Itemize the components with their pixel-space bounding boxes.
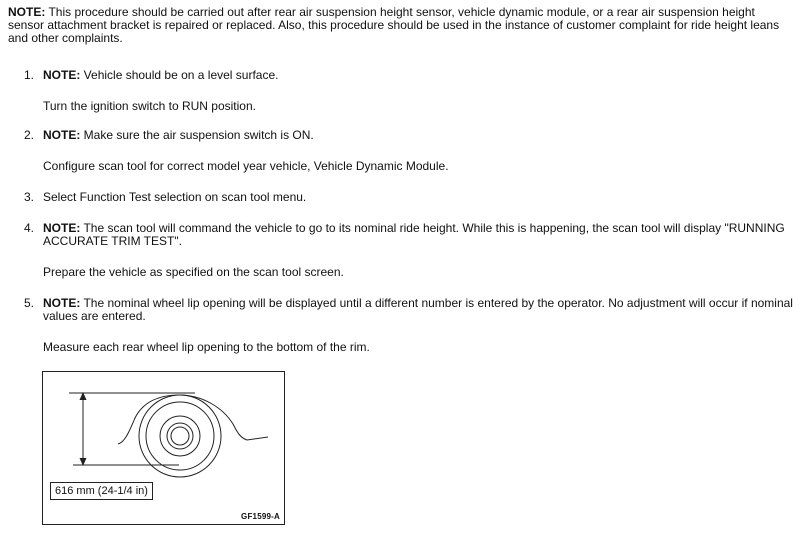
step-number: 3. bbox=[24, 190, 35, 204]
step-instruction: Measure each rear wheel lip opening to the bottom of the rim. bbox=[43, 340, 370, 354]
step-note-text: The nominal wheel lip opening will be displayed until a different number is entered by the operator. No adjustment will occur if nominal values are entered. bbox=[43, 296, 793, 323]
step-note-label: NOTE: bbox=[43, 221, 81, 235]
step-note-text: The scan tool will command the vehicle to go to its nominal ride height. While this is happening, the scan tool will display "RUNNING ACCURATE TRIM TEST". bbox=[43, 221, 785, 248]
step-note-text: Vehicle should be on a level surface. bbox=[80, 68, 279, 82]
step-text: Select Function Test selection on scan tool menu. bbox=[43, 190, 307, 204]
step-instruction: Turn the ignition switch to RUN position. bbox=[43, 99, 256, 113]
wheel-lip-illustration bbox=[43, 372, 286, 526]
step-instruction: Prepare the vehicle as specified on the scan tool screen. bbox=[43, 265, 344, 279]
step-note-label: NOTE: bbox=[43, 296, 81, 310]
step-1 bbox=[24, 69, 794, 113]
step-note-label: NOTE: bbox=[43, 128, 81, 142]
step-note-text: Make sure the air suspension switch is ON. bbox=[80, 128, 314, 142]
step-3 bbox=[24, 191, 794, 204]
step-4 bbox=[24, 222, 794, 279]
intro-note-label: NOTE: bbox=[8, 5, 46, 19]
step-number: 2. bbox=[24, 128, 35, 142]
dimension-label: 616 mm (24-1/4 in) bbox=[50, 482, 153, 500]
step-number: 5. bbox=[24, 296, 35, 310]
step-note bbox=[43, 129, 794, 142]
step-note bbox=[43, 297, 794, 323]
step-instruction: Configure scan tool for correct model year vehicle, Vehicle Dynamic Module. bbox=[43, 159, 449, 173]
step-note-label: NOTE: bbox=[43, 68, 81, 82]
figure-id: GF1599-A bbox=[241, 512, 280, 521]
step-note bbox=[43, 69, 794, 82]
step-note bbox=[43, 222, 794, 248]
step-2 bbox=[24, 129, 794, 173]
step-number: 4. bbox=[24, 221, 35, 235]
wheel-lip-figure bbox=[42, 371, 285, 525]
intro-paragraph bbox=[8, 6, 788, 45]
step-5 bbox=[24, 297, 794, 354]
step-number: 1. bbox=[24, 68, 35, 82]
intro-text: This procedure should be carried out after rear air suspension height sensor, vehicle dynamic module, or a rear air suspension height sensor attachment bracket is repaired or replaced. Also, this procedure should be used in the instance of customer complaint for ride height leans and other complaints. bbox=[8, 5, 780, 45]
